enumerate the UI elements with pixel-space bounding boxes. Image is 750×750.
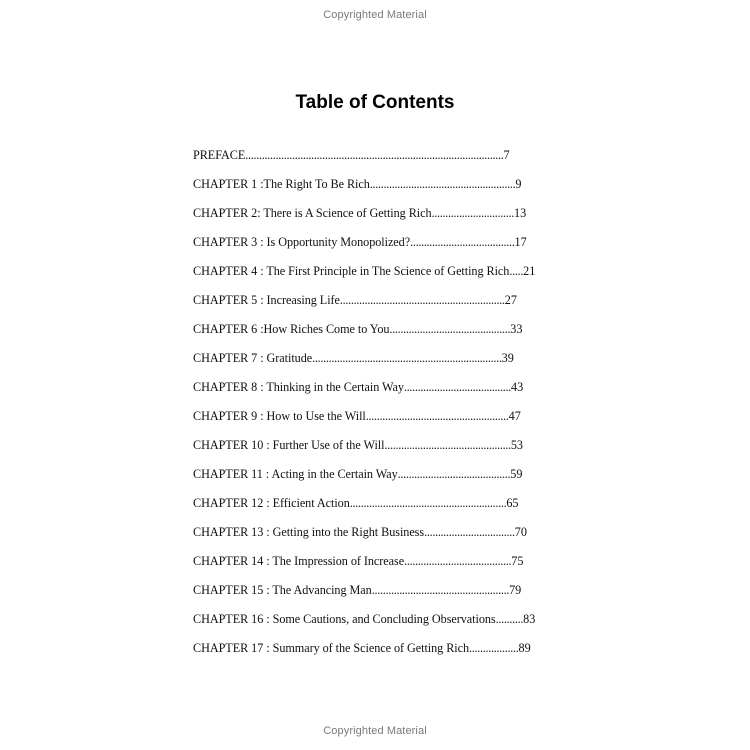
- toc-entry-label: CHAPTER 9 : How to Use the Will: [193, 409, 366, 423]
- toc-leader-dots: ..................................................: [371, 583, 510, 597]
- toc-entry-chapter-15: [193, 581, 569, 610]
- toc-entry-chapter-16: [193, 610, 569, 639]
- toc-leader-dots: ..............................: [431, 206, 514, 220]
- toc-leader-dots: ....................................................: [365, 409, 509, 423]
- toc-entry-label: PREFACE: [193, 148, 246, 162]
- toc-leader-dots: ............................................................: [339, 293, 505, 307]
- toc-entry-preface: [193, 146, 569, 175]
- toc-entry-chapter-12: [193, 494, 569, 523]
- toc-leader-dots: ..............................................: [384, 438, 511, 452]
- toc-page-number: 39: [501, 351, 514, 365]
- toc-leader-dots: .........................................: [397, 467, 511, 481]
- toc-leader-dots: .....................................................: [369, 177, 516, 191]
- toc-leader-dots: .................................: [424, 525, 515, 539]
- toc-entry-label: CHAPTER 5 : Increasing Life: [193, 293, 340, 307]
- toc-leader-dots: .......................................: [403, 380, 512, 394]
- copyright-watermark-top: Copyrighted Material: [323, 9, 427, 21]
- toc-entry-chapter-3: [193, 233, 569, 262]
- toc-entry-chapter-4: [193, 262, 569, 291]
- toc-page-number: 21: [523, 264, 536, 278]
- toc-entry-chapter-14: [193, 552, 569, 581]
- toc-entry-chapter-2: [193, 204, 569, 233]
- toc-list: [193, 146, 569, 668]
- toc-entry-chapter-7: [193, 349, 569, 378]
- toc-leader-dots: .......................................: [404, 554, 512, 568]
- toc-entry-label: CHAPTER 6 :How Riches Come to You: [193, 322, 390, 336]
- toc-entry-label: CHAPTER 12 : Efficient Action: [193, 496, 350, 510]
- toc-entry-label: CHAPTER 2: There is A Science of Getting Rich: [193, 206, 432, 220]
- toc-entry-label: CHAPTER 4 : The First Principle in The Science of Getting Rich: [193, 264, 510, 278]
- page-title: Table of Contents: [295, 92, 455, 113]
- toc-entry-chapter-17: [193, 639, 569, 668]
- toc-entry-chapter-8: [193, 378, 569, 407]
- toc-entry-label: CHAPTER 10 : Further Use of the Will: [193, 438, 385, 452]
- toc-leader-dots: ............................................: [389, 322, 511, 336]
- toc-entry-label: CHAPTER 1 :The Right To Be Rich: [193, 177, 370, 191]
- toc-entry-chapter-5: [193, 291, 569, 320]
- toc-leader-dots: ..................: [469, 641, 519, 655]
- toc-page-number: 13: [513, 206, 527, 220]
- toc-leader-dots: .....................................................................: [312, 351, 502, 365]
- toc-page-number: 65: [506, 496, 519, 510]
- toc-page-number: 89: [518, 641, 531, 655]
- toc-page-number: 9: [515, 177, 522, 191]
- toc-entry-label: CHAPTER 15 : The Advancing Man: [193, 583, 372, 597]
- toc-entry-chapter-11: [193, 465, 569, 494]
- toc-entry-label: CHAPTER 7 : Gratitude: [193, 351, 313, 365]
- toc-page-number: 53: [510, 438, 524, 452]
- toc-entry-label: CHAPTER 13 : Getting into the Right Business: [193, 525, 425, 539]
- toc-entry-chapter-10: [193, 436, 569, 465]
- toc-entry-chapter-6: [193, 320, 569, 349]
- toc-entry-chapter-9: [193, 407, 569, 436]
- toc-leader-dots: .....: [509, 264, 524, 278]
- toc-page-number: 27: [504, 293, 517, 307]
- toc-page-number: 59: [510, 467, 523, 481]
- toc-entry-label: CHAPTER 17 : Summary of the Science of Getting Rich: [193, 641, 470, 655]
- toc-page-number: 83: [523, 612, 536, 626]
- toc-leader-dots: ......................................: [410, 235, 515, 249]
- toc-page-number: 75: [511, 554, 524, 568]
- toc-entry-label: CHAPTER 8 : Thinking in the Certain Way: [193, 380, 404, 394]
- toc-leader-dots: ..............................................................................................: [245, 148, 504, 162]
- toc-entry-label: CHAPTER 11 : Acting in the Certain Way: [193, 467, 398, 481]
- toc-page-number: 17: [514, 235, 527, 249]
- toc-entry-label: CHAPTER 3 : Is Opportunity Monopolized?: [193, 235, 411, 249]
- toc-page-number: 33: [510, 322, 523, 336]
- toc-leader-dots: ..........: [495, 612, 524, 626]
- toc-entry-label: CHAPTER 16 : Some Cautions, and Concluding Observations: [193, 612, 496, 626]
- toc-page-number: 79: [509, 583, 522, 597]
- toc-leader-dots: .........................................................: [349, 496, 507, 510]
- toc-page-number: 47: [508, 409, 521, 423]
- toc-page-number: 7: [503, 148, 510, 162]
- toc-page-number: 70: [514, 525, 527, 539]
- toc-page-number: 43: [511, 380, 524, 394]
- toc-entry-chapter-13: [193, 523, 569, 552]
- copyright-watermark-bottom: Copyrighted Material: [323, 725, 427, 737]
- toc-entry-chapter-1: [193, 175, 569, 204]
- toc-entry-label: CHAPTER 14 : The Impression of Increase: [193, 554, 405, 568]
